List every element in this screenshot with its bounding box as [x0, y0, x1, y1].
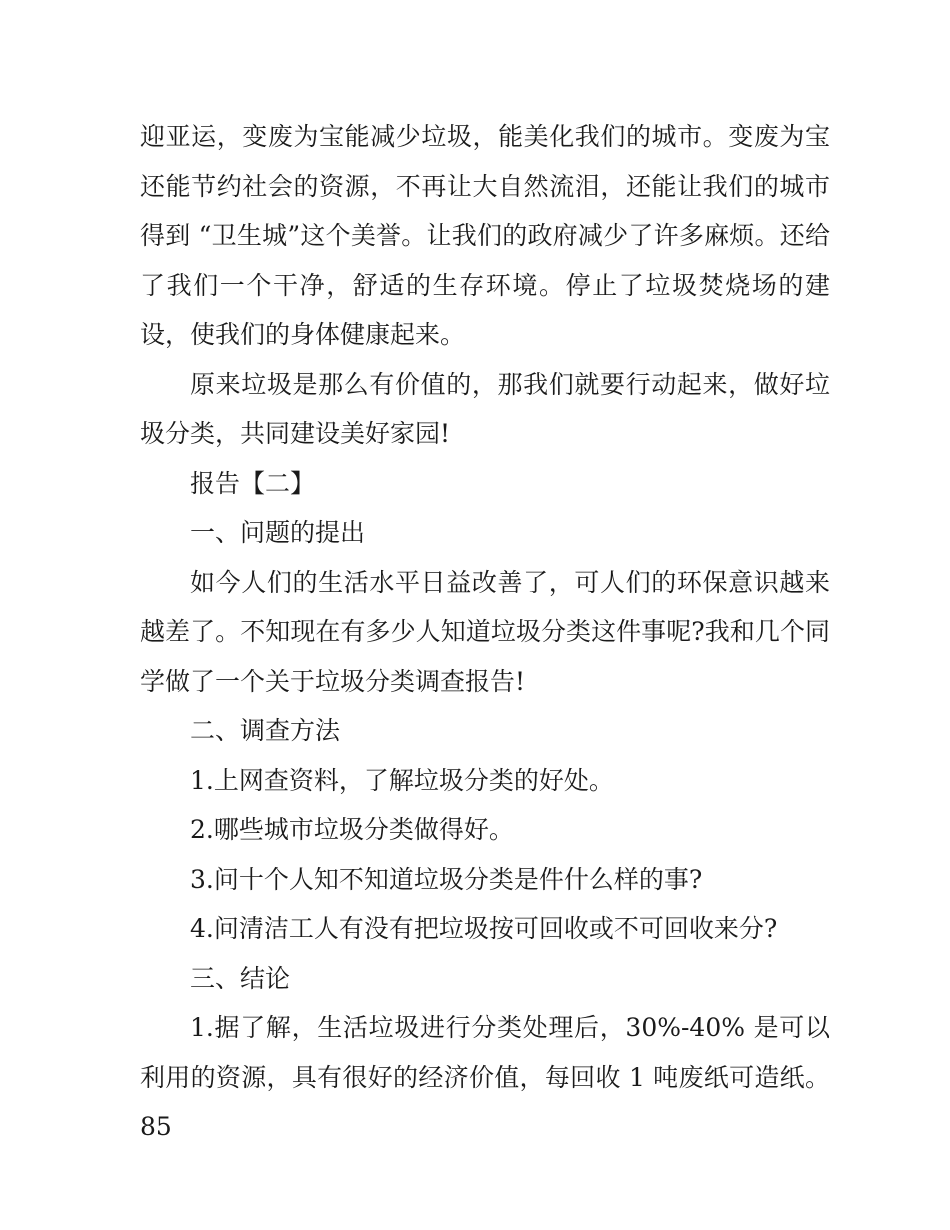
section-heading-conclusion: 三、结论 [190, 963, 291, 993]
document-body [140, 112, 830, 1152]
section-heading-method: 二、调查方法 [190, 716, 341, 745]
paragraph-conclusion: 原来垃圾是那么有价值的，那我们就要行动起来，做好垃圾分类，共同建设美好家园! [140, 369, 830, 448]
method-item-3: 3.问十个人知不知道垃圾分类是件什么样的事? [190, 864, 703, 894]
paragraph-intro: 迎亚运，变废为宝能减少垃圾，能美化我们的城市。变废为宝还能节约社会的资源，不再让大自然流泪，还能让我们的城市得到 “卫生城”这个美誉。让我们的政府减少了许多麻烦。还给了我们一个干净，舒适的生存环境。停止了垃圾焚烧场的建设，使我们的身体健康起来。 [140, 122, 830, 349]
report-heading: 报告【二】 [190, 468, 316, 498]
method-item-1: 1.上网查资料，了解垃圾分类的好处。 [190, 765, 614, 795]
method-item-2: 2.哪些城市垃圾分类做得好。 [190, 815, 514, 844]
section-heading-problem: 一、问题的提出 [190, 518, 366, 547]
paragraph-problem: 如今人们的生活水平日益改善了，可人们的环保意识越来越差了。不知现在有多少人知道垃圾分类这件事呢?我和几个同学做了一个关于垃圾分类调查报告! [140, 567, 830, 696]
conclusion-item-1: 1.据了解，生活垃圾进行分类处理后，30%-40% 是可以利用的资源，具有很好的经济价值，每回收 1 吨废纸可造纸。85 [140, 1013, 830, 1141]
method-item-4: 4.问清洁工人有没有把垃圾按可回收或不可回收来分? [190, 914, 778, 943]
